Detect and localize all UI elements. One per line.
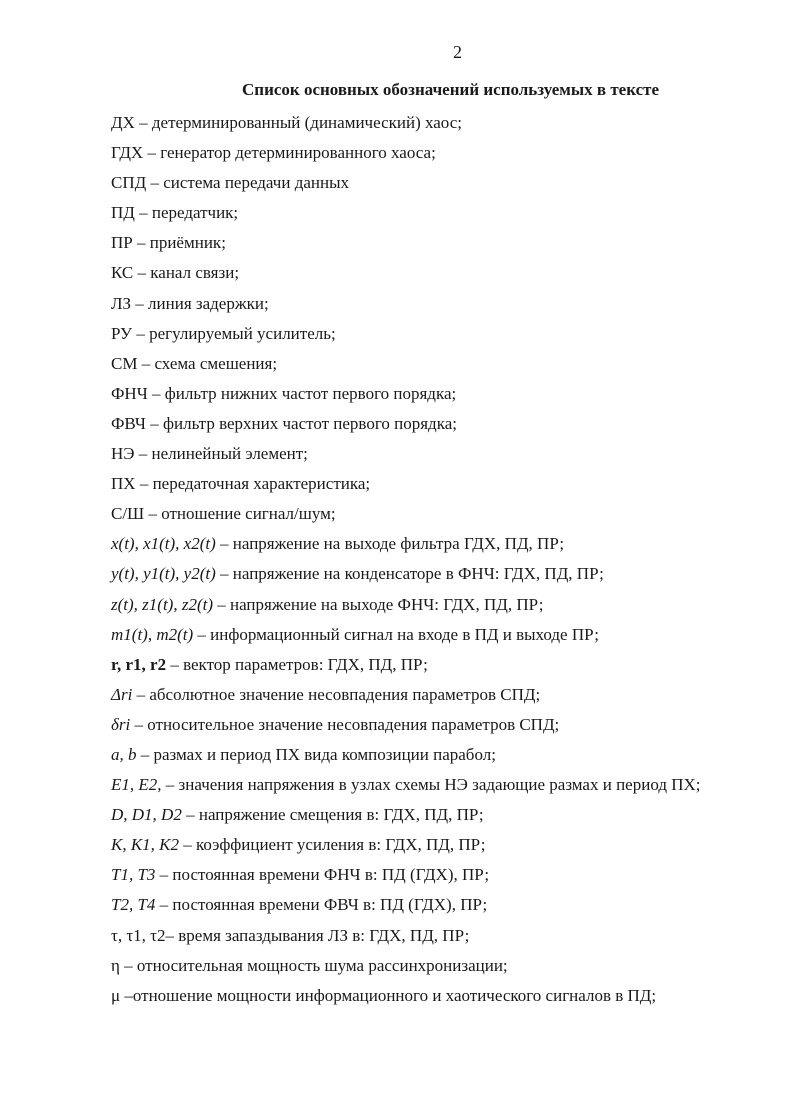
list-item: [111, 108, 791, 138]
entry-separator: –: [132, 323, 150, 343]
entry-text: напряжение смещения в: ГДХ, ПД, ПР;: [198, 805, 484, 825]
entry-symbol: K, K1, K2: [111, 835, 180, 855]
entry-text: линия задержки;: [148, 293, 269, 313]
entry-text: напряжение на выходе фильтра ГДХ, ПД, ПР;: [232, 534, 565, 554]
list-item: [111, 951, 791, 981]
entry-symbol: ПД: [111, 203, 135, 223]
entry-separator: –: [179, 835, 197, 855]
entry-symbol: E1, E2,: [111, 775, 166, 795]
entry-symbol: ДХ: [111, 113, 135, 132]
list-item: [111, 921, 791, 951]
entry-separator: –: [130, 714, 148, 734]
entry-separator: –: [131, 293, 149, 313]
entry-separator: –: [212, 594, 230, 614]
list-item: [111, 830, 791, 860]
entry-separator: –: [147, 383, 165, 403]
entry-symbol: ЛЗ: [111, 293, 132, 313]
entry-text: передатчик;: [151, 203, 239, 223]
entry-separator: –: [135, 474, 153, 494]
entry-separator: –: [132, 684, 150, 704]
entry-separator: –: [215, 564, 233, 584]
list-item: [111, 409, 791, 439]
entry-symbol: r, r1, r2: [111, 654, 167, 674]
entry-symbol: D, D1, D2: [111, 805, 182, 825]
entry-text: время запаздывания ЛЗ в: ГДХ, ПД, ПР;: [178, 925, 470, 945]
entry-text: приёмник;: [149, 233, 226, 253]
page-number: 2: [453, 42, 462, 62]
entry-text: коэффициент усиления в: ГДХ, ПД, ПР;: [196, 835, 486, 855]
entry-separator: –: [137, 353, 155, 373]
entry-symbol: x(t), x1(t), x2(t): [111, 534, 216, 554]
entry-symbol: КС: [111, 263, 134, 283]
entry-separator: –: [155, 895, 173, 915]
entry-symbol: η: [111, 955, 120, 975]
entry-text: относительное значение несовпадения параметров СПД;: [147, 714, 560, 734]
list-item: [111, 469, 791, 499]
entry-symbol: НЭ: [111, 444, 135, 464]
entry-separator: –: [143, 143, 161, 163]
entry-symbol: δri: [111, 714, 131, 734]
entry-text: регулируемый усилитель;: [149, 323, 336, 343]
entry-symbol: ПР: [111, 233, 133, 253]
entry-text: детерминированный (динамический) хаос;: [151, 113, 463, 132]
entry-text: канал связи;: [150, 263, 240, 283]
entry-symbol: m1(t), m2(t): [111, 624, 194, 644]
list-item: [111, 650, 791, 680]
entry-symbol: z(t), z1(t), z2(t): [111, 594, 213, 614]
list-item: [111, 770, 791, 800]
entry-symbol: ФВЧ: [111, 413, 146, 433]
list-item: [111, 439, 791, 469]
entry-symbol: μ: [111, 985, 121, 1005]
entry-separator: –: [166, 654, 184, 674]
entry-separator: –: [215, 534, 233, 554]
entry-symbol: РУ: [111, 323, 133, 343]
entry-separator: –: [144, 504, 162, 524]
entry-separator: –: [193, 624, 211, 644]
entry-separator: –: [146, 173, 164, 193]
entry-text: генератор детерминированного хаоса;: [160, 143, 436, 163]
entry-text: отношение мощности информационного и хаотического сигналов в ПД;: [132, 985, 657, 1005]
list-item: [111, 289, 791, 319]
entry-separator: –: [133, 263, 151, 283]
list-item: [111, 890, 791, 920]
list-item: [111, 138, 791, 168]
list-item: [111, 620, 791, 650]
list-item: [111, 710, 791, 740]
entry-text: система передачи данных: [163, 173, 350, 193]
entry-separator: –: [165, 925, 179, 945]
entry-separator: –: [155, 865, 173, 885]
entry-separator: –: [136, 744, 154, 764]
entry-text: информационный сигнал на входе в ПД и выходе ПР;: [210, 624, 599, 644]
entry-separator: –: [134, 113, 152, 132]
entry-separator: –: [181, 805, 199, 825]
list-item: [111, 499, 791, 529]
entry-text: размах и период ПХ вида композиции парабол;: [153, 744, 496, 764]
entry-symbol: T1, T3: [111, 865, 156, 885]
entry-text: напряжение на конденсаторе в ФНЧ: ГДХ, ПД, ПР;: [232, 564, 604, 584]
entry-symbol: ФНЧ: [111, 383, 148, 403]
list-item: [111, 590, 791, 620]
entry-text: постоянная времени ФНЧ в: ПД (ГДХ), ПР;: [172, 865, 490, 885]
entry-text: фильтр верхних частот первого порядка;: [162, 413, 457, 433]
entry-separator: –: [145, 413, 163, 433]
entry-symbol: τ, τ1, τ2: [111, 925, 166, 945]
entry-separator: –: [132, 233, 150, 253]
entry-symbol: СМ: [111, 353, 138, 373]
page-title: Список основных обозначений используемых в тексте: [242, 80, 660, 99]
list-item: [111, 258, 791, 288]
list-item: [111, 981, 791, 1011]
list-item: [111, 680, 791, 710]
list-item: [111, 168, 791, 198]
entry-symbol: ГДХ: [111, 143, 144, 163]
entry-separator: –: [119, 955, 137, 975]
entry-text: абсолютное значение несовпадения параметров СПД;: [149, 684, 541, 704]
entry-separator: –: [120, 985, 133, 1005]
entry-symbol: Δri: [111, 684, 133, 704]
entry-text: отношение сигнал/шум;: [161, 504, 336, 524]
entry-symbol: ПХ: [111, 474, 136, 494]
entry-symbol: С/Ш: [111, 504, 145, 524]
entry-separator: –: [134, 203, 152, 223]
entry-text: напряжение на выходе ФНЧ: ГДХ, ПД, ПР;: [229, 594, 544, 614]
list-item: [111, 740, 791, 770]
notation-list: [111, 108, 791, 1011]
list-item: [111, 349, 791, 379]
entry-text: фильтр нижних частот первого порядка;: [164, 383, 457, 403]
entry-text: вектор параметров: ГДХ, ПД, ПР;: [183, 654, 428, 674]
list-item: [111, 198, 791, 228]
entry-text: передаточная характеристика;: [152, 474, 371, 494]
entry-text: постоянная времени ФВЧ в: ПД (ГДХ), ПР;: [172, 895, 488, 915]
list-item: [111, 319, 791, 349]
entry-text: значения напряжения в узлах схемы НЭ задающие размах и период ПХ;: [178, 775, 701, 795]
entry-separator: –: [165, 775, 179, 795]
entry-text: нелинейный элемент;: [151, 444, 308, 464]
list-item: [111, 860, 791, 890]
entry-text: схема смешения;: [154, 353, 278, 373]
entry-text: относительная мощность шума рассинхронизации;: [136, 955, 508, 975]
list-item: [111, 559, 791, 589]
list-item: [111, 529, 791, 559]
entry-separator: –: [134, 444, 152, 464]
entry-symbol: y(t), y1(t), y2(t): [111, 564, 216, 584]
list-item: [111, 379, 791, 409]
list-item: [111, 800, 791, 830]
entry-symbol: СПД: [111, 173, 147, 193]
entry-symbol: T2, T4: [111, 895, 156, 915]
entry-symbol: a, b: [111, 744, 137, 764]
list-item: [111, 228, 791, 258]
